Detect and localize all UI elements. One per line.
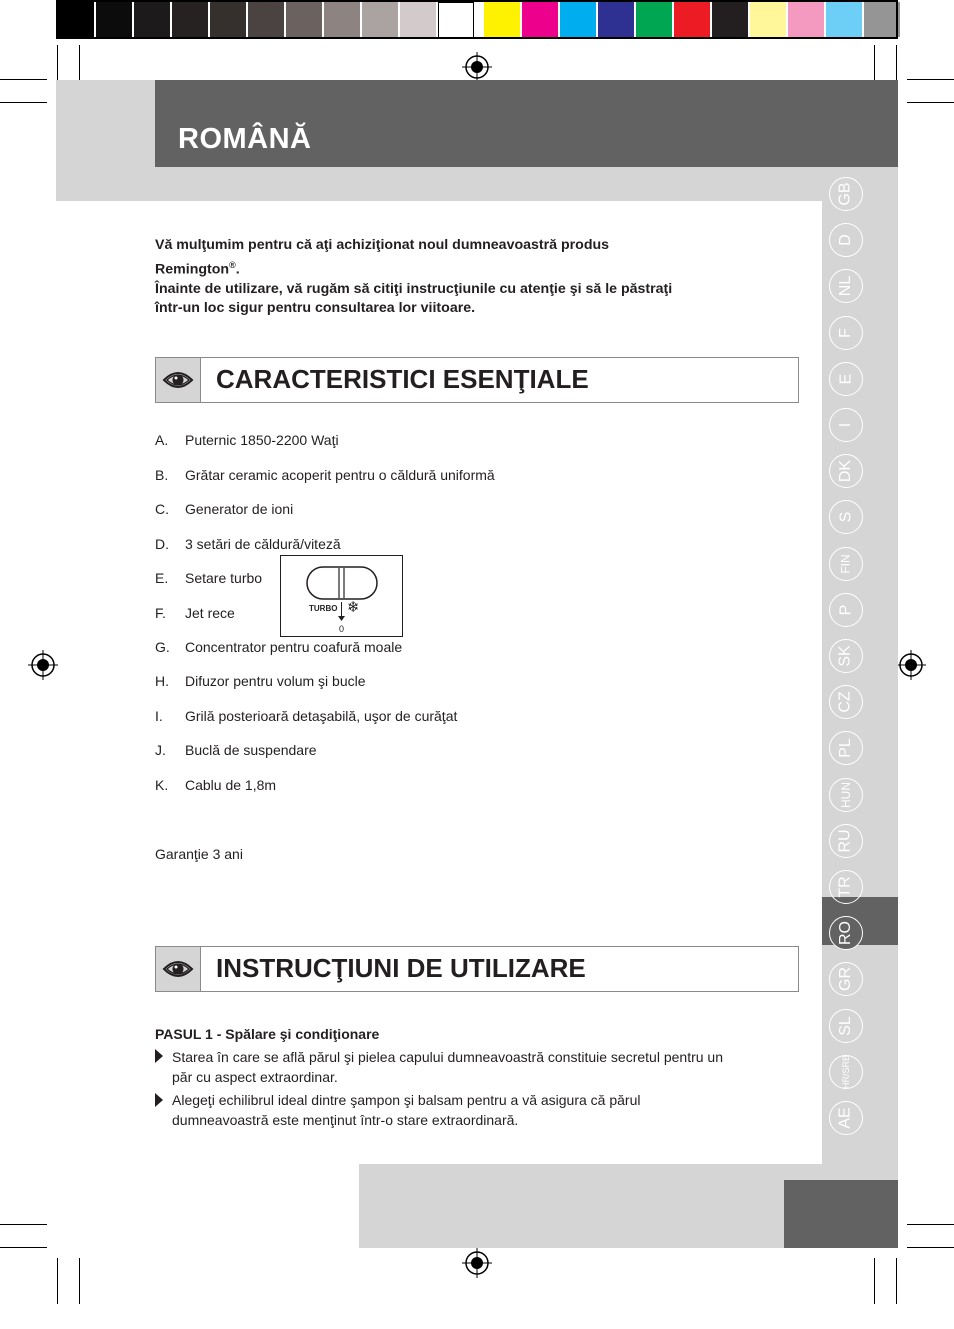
color-swatch <box>96 2 132 37</box>
color-swatch <box>400 2 436 37</box>
language-tab-gb[interactable]: GB <box>829 177 863 211</box>
color-swatch <box>864 2 900 37</box>
registration-mark-icon <box>28 650 58 680</box>
language-tab-e[interactable]: E <box>829 362 863 396</box>
language-tab-gr[interactable]: GR <box>829 962 863 996</box>
language-tab-s[interactable]: S <box>829 500 863 534</box>
registration-mark-icon <box>462 52 492 82</box>
button-outline-icon <box>281 556 402 636</box>
feature-text: Jet rece <box>185 605 235 621</box>
page-number-box <box>784 1180 898 1248</box>
instructions-section-title: INSTRUCŢIUNI DE UTILIZARE <box>216 953 586 983</box>
language-tab-hun[interactable]: HUN <box>829 778 863 812</box>
feature-text: Puternic 1850-2200 Waţi <box>185 432 339 448</box>
language-tab-sl[interactable]: SL <box>829 1009 863 1043</box>
color-swatch <box>522 2 558 37</box>
color-swatch <box>286 2 322 37</box>
language-tab-pl[interactable]: PL <box>829 731 863 765</box>
crop-mark <box>907 1247 954 1248</box>
features-section-header <box>155 357 799 403</box>
language-tab-d[interactable]: D <box>829 223 863 257</box>
language-tab-tr[interactable]: TR <box>829 870 863 904</box>
color-swatch <box>172 2 208 37</box>
feature-text: 3 setări de căldură/viteză <box>185 536 341 552</box>
feature-letter: J. <box>155 742 166 758</box>
feature-text: Cablu de 1,8m <box>185 777 277 793</box>
crop-mark <box>0 1224 47 1225</box>
feature-text: Setare turbo <box>185 570 263 586</box>
registration-mark-icon <box>462 1248 492 1278</box>
registration-mark-icon <box>896 650 926 680</box>
crop-mark <box>896 1258 897 1304</box>
crop-mark <box>79 1258 80 1304</box>
bullet-triangle-icon <box>155 1093 163 1107</box>
feature-letter: A. <box>155 432 169 448</box>
turbo-cold-button-illustration <box>280 555 403 637</box>
turbo-label: TURBO <box>309 604 338 613</box>
language-tab-ae[interactable]: AE <box>829 1101 863 1135</box>
language-tab-hr-srb[interactable]: HR/SRB <box>829 1055 863 1089</box>
step-title: PASUL 1 - Spălare şi condiţionare <box>155 1026 380 1042</box>
color-swatch <box>826 2 862 37</box>
language-tab-cz[interactable]: CZ <box>829 685 863 719</box>
feature-letter: E. <box>155 570 169 586</box>
warranty-text: Garanţie 3 ani <box>155 846 243 862</box>
feature-letter: B. <box>155 467 169 483</box>
crop-mark <box>0 1247 47 1248</box>
color-swatch <box>712 2 748 37</box>
language-tab-i[interactable]: I <box>829 408 863 442</box>
intro-text <box>155 236 805 319</box>
intro-line: Vă mulţumim pentru că aţi achiziţionat noul dumneavoastră produs <box>155 237 610 253</box>
section-icon-box <box>156 947 201 991</box>
color-swatch <box>560 2 596 37</box>
snowflake-icon: ❄ <box>347 599 360 616</box>
feature-letter: K. <box>155 777 169 793</box>
instructions-section-header <box>155 946 799 992</box>
language-tab-sk[interactable]: SK <box>829 639 863 673</box>
section-icon-box <box>156 358 201 402</box>
crop-mark <box>874 1258 875 1304</box>
color-swatch <box>248 2 284 37</box>
eye-icon <box>156 358 200 402</box>
feature-text: Grătar ceramic acoperit pentru o căldură uniformă <box>185 467 495 483</box>
color-swatch <box>750 2 786 37</box>
language-tab-f[interactable]: F <box>829 316 863 350</box>
color-swatch <box>484 2 520 37</box>
color-swatch <box>788 2 824 37</box>
language-tab-fin[interactable]: FIN <box>829 547 863 581</box>
color-swatch <box>674 2 710 37</box>
language-tab-ru[interactable]: RU <box>829 824 863 858</box>
color-swatch <box>210 2 246 37</box>
color-swatch <box>636 2 672 37</box>
feature-letter: D. <box>155 536 169 552</box>
features-section-title: CARACTERISTICI ESENŢIALE <box>216 364 589 394</box>
color-swatch <box>598 2 634 37</box>
feature-letter: H. <box>155 673 169 689</box>
crop-mark <box>907 1224 954 1225</box>
intro-line: Remington®. <box>155 259 240 278</box>
language-tab-p[interactable]: P <box>829 593 863 627</box>
feature-text: Generator de ioni <box>185 501 294 517</box>
intro-line: într-un loc sigur pentru consultarea lor viitoare. <box>155 300 476 317</box>
language-tab-dk[interactable]: DK <box>829 454 863 488</box>
feature-text: Difuzor pentru volum şi bucle <box>185 673 366 689</box>
crop-mark <box>0 79 47 80</box>
language-tab-nl[interactable]: NL <box>829 269 863 303</box>
language-tab-ro[interactable]: RO <box>829 916 863 950</box>
feature-text: Buclă de suspendare <box>185 742 317 758</box>
svg-text:0: 0 <box>338 624 345 634</box>
bullet-item: Starea în care se află părul şi pielea capului dumneavoastră constituie secretul pentru un păr cu aspect extraordinar. <box>172 1049 723 1085</box>
color-swatch <box>438 2 474 39</box>
feature-letter: F. <box>155 605 166 621</box>
intro-line: Înainte de utilizare, vă rugăm să citiţi instrucţiunile cu atenţie şi să le păstraţi <box>155 280 673 297</box>
crop-mark <box>57 1258 58 1304</box>
feature-letter: C. <box>155 501 169 517</box>
bullet-item: Alegeţi echilibrul ideal dintre şampon şi balsam pentru a vă asigura că părul dumneavoastră este menţinut într-o stare extraordinară. <box>172 1092 641 1128</box>
eye-icon <box>156 947 200 991</box>
feature-letter: G. <box>155 639 170 655</box>
feature-text: Grilă posterioară detaşabilă, uşor de curăţat <box>185 708 458 724</box>
color-swatch <box>58 2 94 37</box>
color-swatch <box>362 2 398 37</box>
page-title: ROMÂNĂ <box>178 123 312 155</box>
feature-letter: I. <box>155 708 163 724</box>
bullet-triangle-icon <box>155 1049 163 1063</box>
crop-mark <box>907 79 954 80</box>
feature-text: Concentrator pentru coafură moale <box>185 639 403 655</box>
color-swatch <box>324 2 360 37</box>
crop-mark <box>907 102 954 103</box>
color-swatch <box>134 2 170 37</box>
crop-mark <box>0 102 47 103</box>
